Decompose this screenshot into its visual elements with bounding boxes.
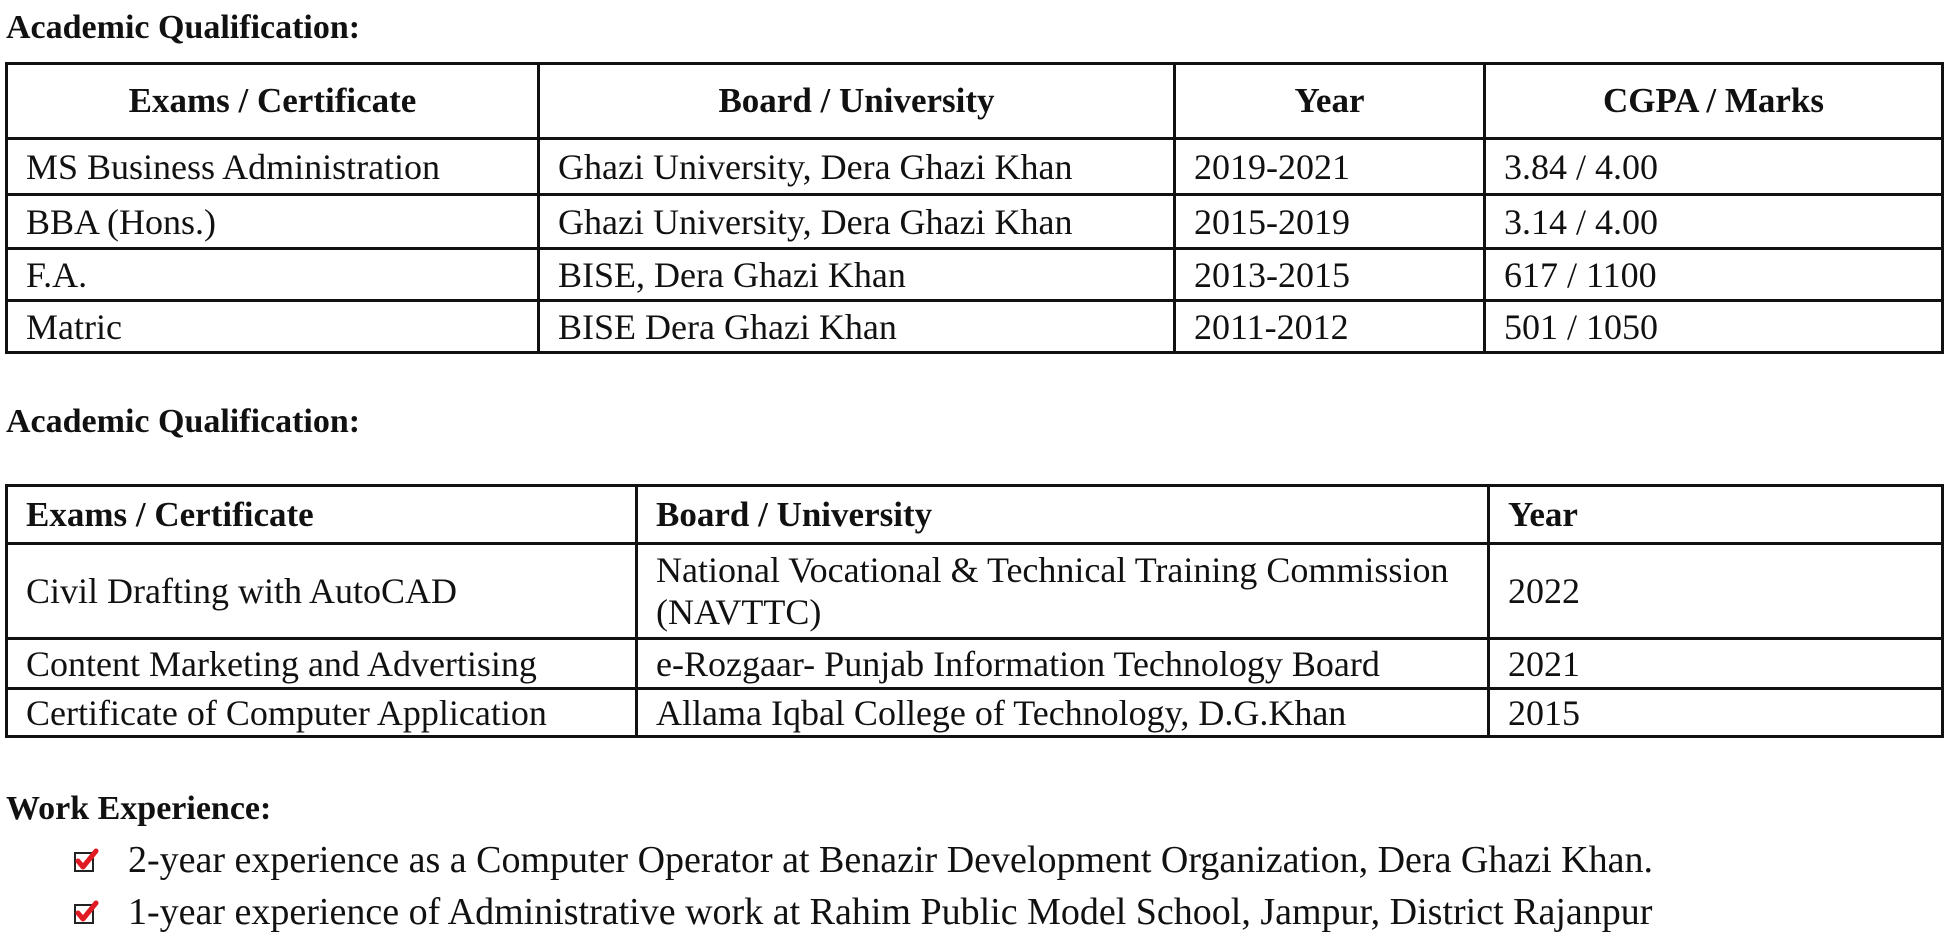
list-item xyxy=(0,834,1653,886)
work-item-text: 1-year experience of Administrative work at Rahim Public Model School, Jampur, District Rajanpur xyxy=(128,891,1653,933)
table-row xyxy=(7,249,1943,301)
cell-year: 2013-2015 xyxy=(1175,249,1485,301)
cell-year: 2021 xyxy=(1489,639,1943,689)
cell-year: 2011-2012 xyxy=(1175,301,1485,353)
cell-exam: Civil Drafting with AutoCAD xyxy=(7,544,637,639)
header-exam: Exams / Certificate xyxy=(7,486,637,544)
table-row xyxy=(7,544,1943,639)
cell-board: National Vocational & Technical Training Commission (NAVTTC) xyxy=(637,544,1489,639)
checkbox-checked-icon xyxy=(72,846,100,874)
checkbox-checked-icon xyxy=(72,898,100,926)
header-year: Year xyxy=(1175,64,1485,139)
cell-exam: BBA (Hons.) xyxy=(7,195,539,249)
cell-exam: Matric xyxy=(7,301,539,353)
cell-year: 2019-2021 xyxy=(1175,139,1485,195)
cell-board: BISE, Dera Ghazi Khan xyxy=(539,249,1175,301)
cell-board: BISE Dera Ghazi Khan xyxy=(539,301,1175,353)
work-experience-list xyxy=(0,834,1653,938)
cell-exam: MS Business Administration xyxy=(7,139,539,195)
cell-exam: Certificate of Computer Application xyxy=(7,689,637,737)
table-row xyxy=(7,689,1943,737)
cell-board: Ghazi University, Dera Ghazi Khan xyxy=(539,139,1175,195)
section-heading-academic-2: Academic Qualification: xyxy=(6,403,361,440)
cell-exam: Content Marketing and Advertising xyxy=(7,639,637,689)
header-board: Board / University xyxy=(539,64,1175,139)
section-heading-work: Work Experience: xyxy=(6,790,272,827)
table-row xyxy=(7,195,1943,249)
header-year: Year xyxy=(1489,486,1943,544)
cell-cgpa: 617 / 1100 xyxy=(1485,249,1943,301)
table-row xyxy=(7,301,1943,353)
table-row xyxy=(7,639,1943,689)
cell-board: Allama Iqbal College of Technology, D.G.Khan xyxy=(637,689,1489,737)
section-heading-academic-1: Academic Qualification: xyxy=(6,9,361,46)
cell-cgpa: 3.14 / 4.00 xyxy=(1485,195,1943,249)
cell-exam: F.A. xyxy=(7,249,539,301)
cell-year: 2015 xyxy=(1489,689,1943,737)
cell-board: e-Rozgaar- Punjab Information Technology Board xyxy=(637,639,1489,689)
cell-year: 2015-2019 xyxy=(1175,195,1485,249)
table-header-row xyxy=(7,64,1943,139)
cell-year: 2022 xyxy=(1489,544,1943,639)
list-item xyxy=(0,886,1653,938)
cell-cgpa: 501 / 1050 xyxy=(1485,301,1943,353)
work-item-text: 2-year experience as a Computer Operator at Benazir Development Organization, Dera Ghazi Khan. xyxy=(128,839,1653,881)
academic-table-1 xyxy=(5,62,1944,354)
header-cgpa: CGPA / Marks xyxy=(1485,64,1943,139)
cell-cgpa: 3.84 / 4.00 xyxy=(1485,139,1943,195)
cell-board: Ghazi University, Dera Ghazi Khan xyxy=(539,195,1175,249)
table-header-row xyxy=(7,486,1943,544)
header-exam: Exams / Certificate xyxy=(7,64,539,139)
academic-table-2 xyxy=(5,484,1944,738)
table-row xyxy=(7,139,1943,195)
header-board: Board / University xyxy=(637,486,1489,544)
